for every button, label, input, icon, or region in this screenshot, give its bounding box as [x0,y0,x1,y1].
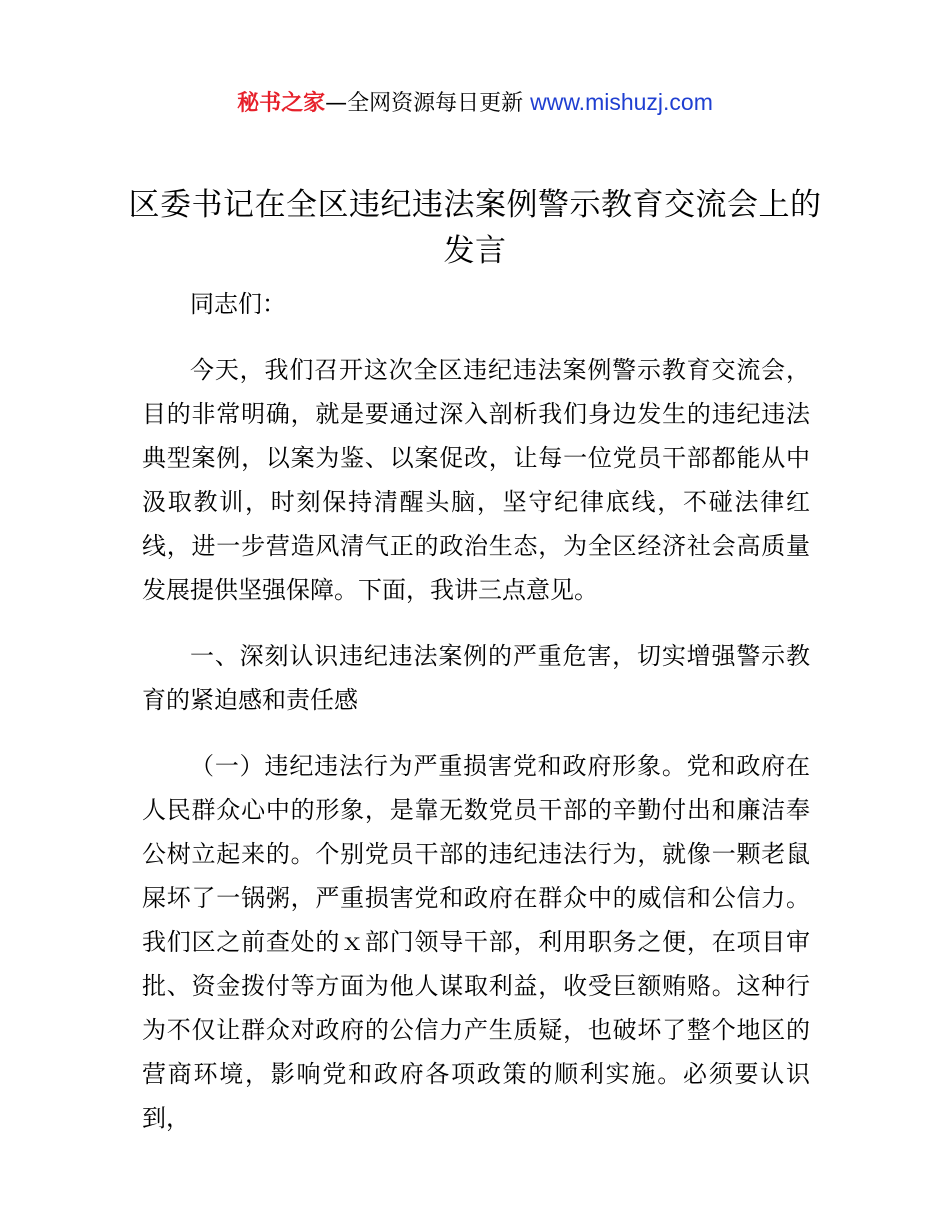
document-body [142,282,810,1140]
section-heading-1: 一、深刻认识违纪违法案例的严重危害，切实增强警示教育的紧迫感和责任感 [142,642,810,714]
greeting: 同志们： [190,290,286,318]
site-url-link[interactable]: www.mishuzj.com [530,89,713,115]
body-paragraph-1-1: （一）违纪违法行为严重损害党和政府形象。党和政府在人民群众心中的形象，是靠无数党员干部的辛勤付出和廉洁奉公树立起来的。个别党员干部的违纪违法行为，就像一颗老鼠屎坏了一锅粥，严重损害党和政府在群众中的威信和公信力。我们区之前查处的ｘ部门领导干部，利用职务之便，在项目审批、资金拨付等方面为他人谋取利益，收受巨额贿赂。这种行为不仅让群众对政府的公信力产生质疑，也破坏了整个地区的营商环境，影响党和政府各项政策的顺利实施。必须要认识到， [142,752,810,1132]
brand-name: 秘书之家 [237,91,326,116]
document-title: 区委书记在全区违纪违法案例警示教育交流会上的发言 [128,187,822,269]
banner-tagline: —全网资源每日更新 [325,91,524,116]
body-paragraph-intro: 今天，我们召开这次全区违纪违法案例警示教育交流会，目的非常明确，就是要通过深入剖析我们身边发生的违纪违法典型案例，以案为鉴、以案促改，让每一位党员干部都能从中汲取教训，时刻保持清醒头脑，坚守纪律底线，不碰法律红线，进一步营造风清气正的政治生态，为全区经济社会高质量发展提供坚强保障。下面，我讲三点意见。 [142,356,810,604]
site-banner [0,86,950,120]
